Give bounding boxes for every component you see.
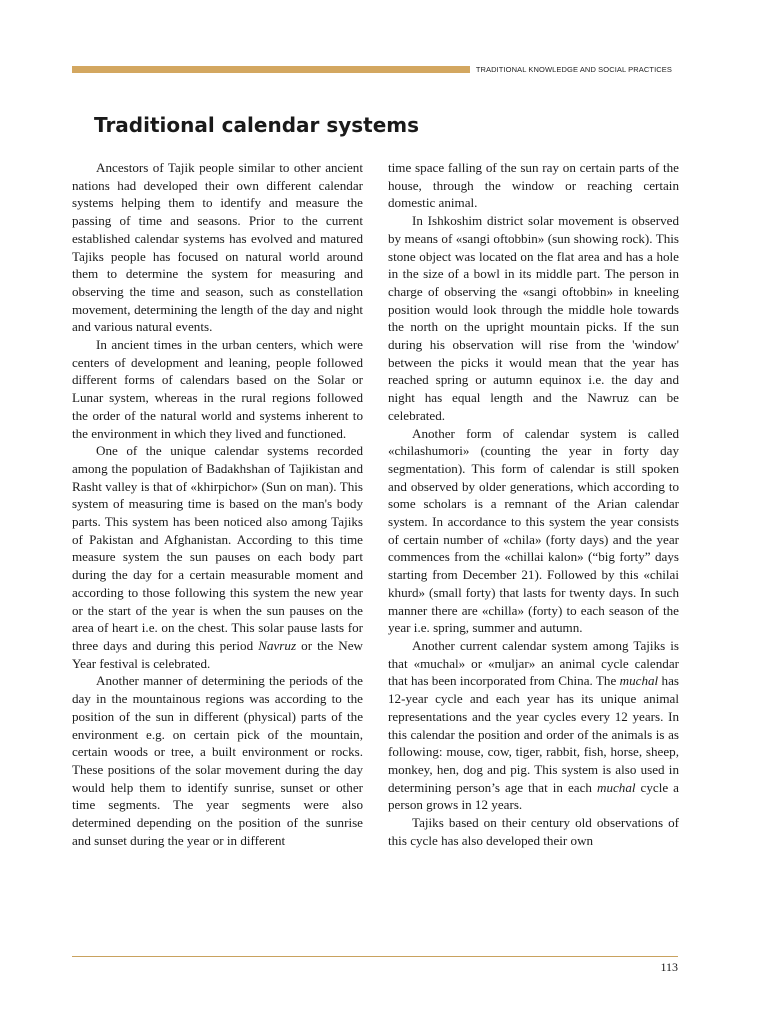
header-rule-left — [72, 66, 470, 73]
italic-term: muchal — [619, 673, 659, 689]
body-paragraph — [72, 672, 363, 849]
paragraph-text: Tajiks based on their century old observations of this cycle has also developed their own — [388, 815, 679, 848]
paragraph-text: Ancestors of Tajik people similar to other ancient nations had developed their own different calendar systems helping them to identify and measure the passing of time and seasons. Prior to the current established calendar systems has evolved and matured Tajiks people has focused on natural world around them to determine the system for measuring and observing the time and season, such as constellation movement, determining the length of the day and night and various natural events. — [72, 160, 363, 335]
body-paragraph — [72, 336, 363, 442]
body-paragraph — [388, 814, 679, 849]
paragraph-text: has 12-year cycle and each year has its unique animal representations and the year cycles every 12 years. In this calendar the position and order of the animals is as following: mouse, cow, tiger, rabbit, fish, horse, sheep, monkey, hen, dog and pig. This system is also used in determining person’s age that in each — [388, 673, 679, 795]
body-paragraph — [388, 425, 679, 637]
body-paragraph — [388, 212, 679, 424]
article-title: Traditional calendar systems — [94, 113, 420, 137]
paragraph-text: time space falling of the sun ray on certain parts of the house, through the window or reaching certain domestic animal. — [388, 160, 679, 211]
right-text-column — [388, 159, 679, 849]
body-paragraph — [72, 159, 363, 336]
section-label: TRADITIONAL KNOWLEDGE AND SOCIAL PRACTICES — [475, 65, 672, 74]
italic-term: Navruz — [258, 637, 297, 653]
footer-rule — [72, 956, 678, 957]
body-paragraph — [72, 442, 363, 672]
paragraph-text: In ancient times in the urban centers, which were centers of development and leaning, people followed different forms of calendars based on the Solar or Lunar system, whereas in the rural regions followed the order of the natural world and systems inherent to the environment in which they lived and functioned. — [72, 337, 363, 441]
left-text-column — [72, 159, 363, 849]
paragraph-text: Another manner of determining the periods of the day in the mountainous regions was according to the position of the sun in different (physical) parts of the environment e.g. on certain pick of the mountain, certain woods or tree, a built environment or rocks. These positions of the solar movement during the day would help them to identify sunrise, sunset or other time segments. The year segments were also determined depending on the position of the sunrise and sunset during the year or in different — [72, 673, 363, 848]
italic-term: muchal — [596, 779, 636, 795]
body-paragraph — [388, 159, 679, 212]
body-paragraph — [388, 637, 679, 814]
paragraph-text: Another form of calendar system is called «chilashumori» (counting the year in forty day segmentation). This form of calendar is still spoken and observed by older generations, which according to some scholars is a remnant of the Arian calendar system. In accordance to this system the year consists of certain number of «chila» (forty days) and the year commences from the «chillai kalon» (“big forty” days starting from December 21). Followed by this «chilai khurd» (small forty) that lasts for twenty days. In such manner there are «chilla» (forty) to each season of the year i.e. spring, summer and autumn. — [388, 425, 679, 636]
page-number: 113 — [660, 960, 678, 974]
paragraph-text: cycle a person grows in 12 years. — [388, 779, 679, 813]
paragraph-text: Another current calendar system among Tajiks is that «muchal» or «muljar» an animal cycle calendar that has been incorporated from China. The — [388, 637, 679, 689]
paragraph-text: One of the unique calendar systems recorded among the population of Badakhshan of Tajikistan and Rasht valley is that of «khirpichor» (Sun on man). This system of measuring time is based on the man's body parts. This system has been noticed also among Tajiks of Pakistan and Afghanistan. According to this time measure system the sun pauses on each body part during the day for a certain measurable moment and according to those following this system the new year or the start of the year is when the sun pauses on the area of heart i.e. on the chest. This solar pause lasts for three days and during this period — [72, 443, 363, 653]
paragraph-text: In Ishkoshim district solar movement is observed by means of «sangi oftobbin» (sun showing rock). This stone object was located on the flat area and has a hole in the size of a bowl in its middle part. The person in charge of observing the «sangi oftobbin» in kneeling position would look through the middle hole towards the north on the upright mountain picks. If the sun during his observation will rise from the 'window' between the picks it would mean that the year has reached spring or autumn equinox i.e. the day and night has equal length and the Nawruz can be celebrated. — [388, 213, 679, 423]
running-header — [72, 66, 678, 73]
paragraph-text: or the New Year festival is celebrated. — [72, 637, 363, 671]
